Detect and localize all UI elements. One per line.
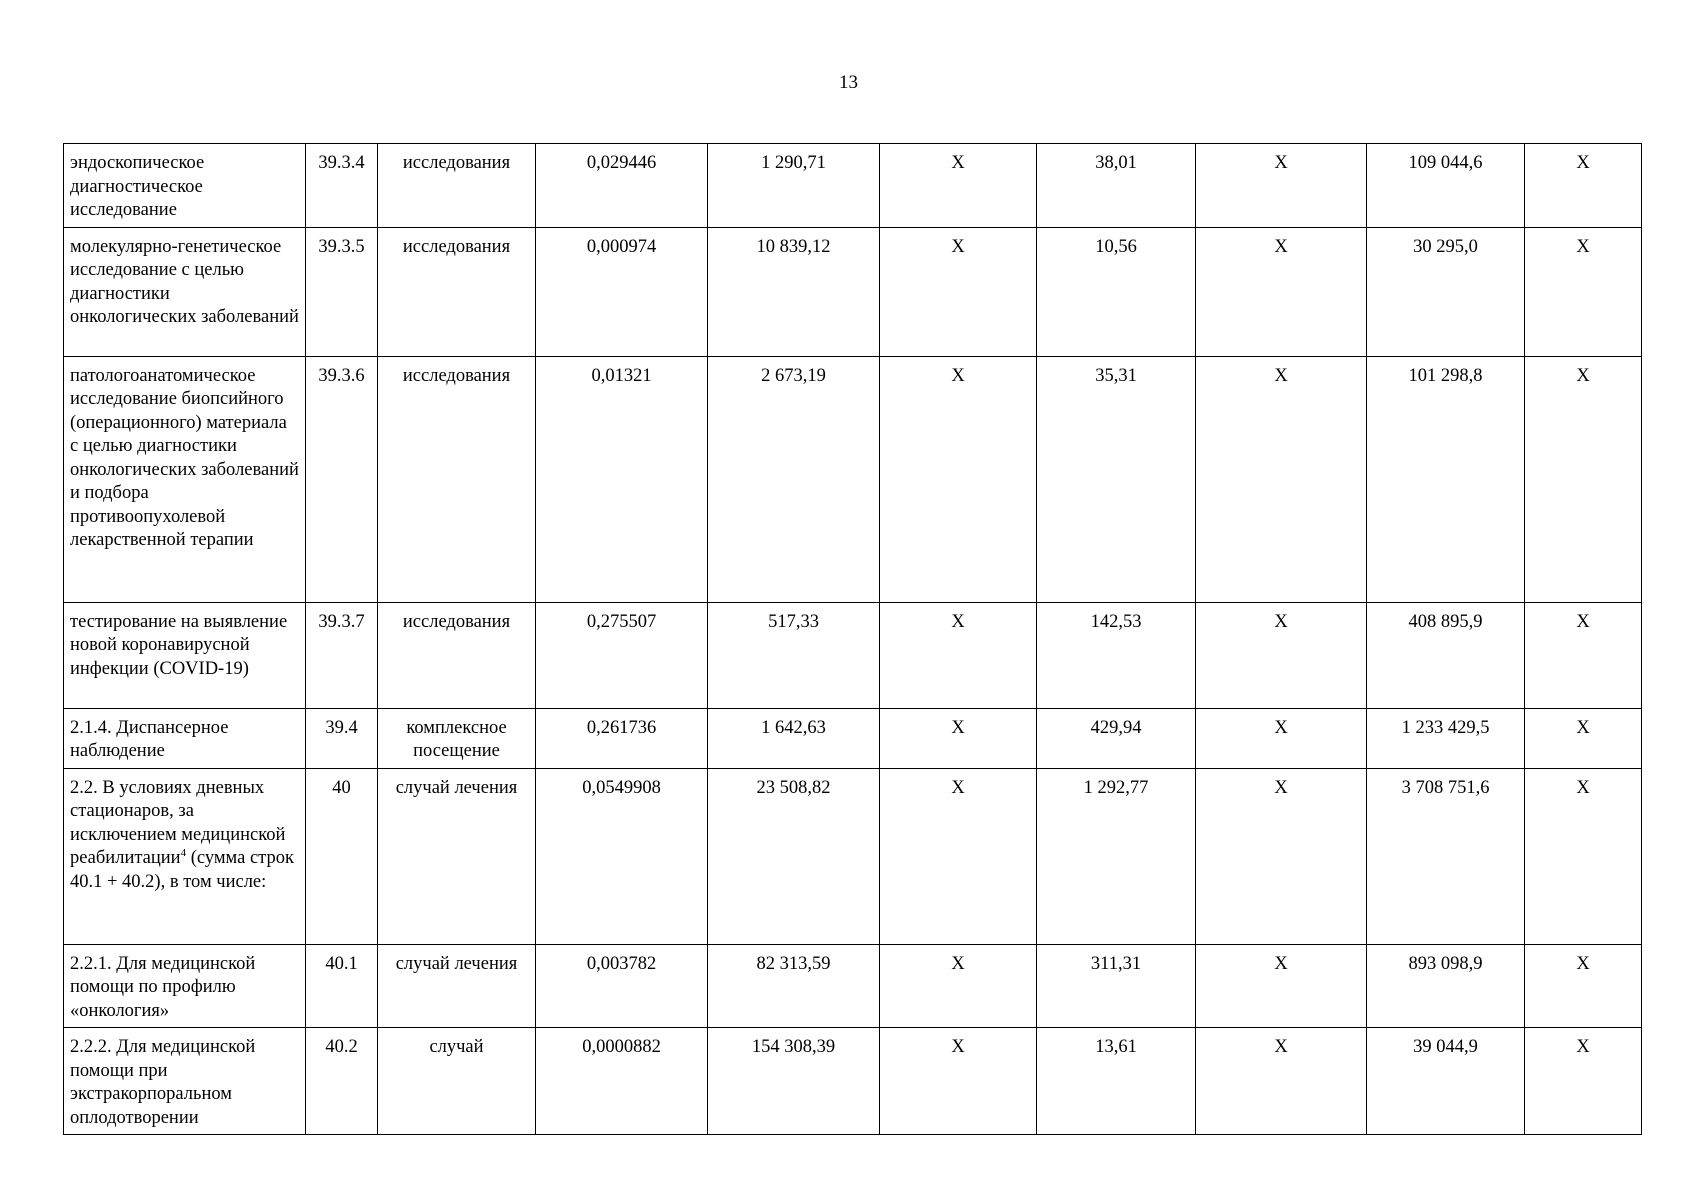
cell-col8: X	[1196, 1028, 1367, 1135]
cell-code: 39.3.5	[306, 227, 378, 356]
cell-col6: X	[880, 708, 1037, 768]
table-row	[64, 1028, 1642, 1135]
table-row	[64, 768, 1642, 944]
table-row	[64, 602, 1642, 708]
cell-name: 2.2.2. Для медицинской помощи при экстракорпоральном оплодотворении	[64, 1028, 306, 1135]
cell-col9: 109 044,6	[1367, 144, 1525, 228]
cell-col8: X	[1196, 944, 1367, 1028]
cell-code: 39.3.7	[306, 602, 378, 708]
cell-norm: 0,0000882	[536, 1028, 708, 1135]
cell-col6: X	[880, 944, 1037, 1028]
cell-col7: 10,56	[1037, 227, 1196, 356]
table-row	[64, 708, 1642, 768]
cell-unit: случай	[378, 1028, 536, 1135]
cell-col7: 429,94	[1037, 708, 1196, 768]
cell-name-text: 2.2. В условиях дневных стационаров, за исключением медицинской реабилитации	[70, 777, 286, 868]
cell-col8: X	[1196, 144, 1367, 228]
cell-norm: 0,0549908	[536, 768, 708, 944]
cell-name: молекулярно-генетическое исследование с целью диагностики онкологических заболеваний	[64, 227, 306, 356]
cell-norm: 0,000974	[536, 227, 708, 356]
cell-norm: 0,261736	[536, 708, 708, 768]
cell-col9: 30 295,0	[1367, 227, 1525, 356]
cell-col7: 35,31	[1037, 356, 1196, 602]
cell-code: 40.2	[306, 1028, 378, 1135]
cell-col10: X	[1525, 768, 1642, 944]
cell-col8: X	[1196, 602, 1367, 708]
cell-name: 2.2.1. Для медицинской помощи по профилю «онкология»	[64, 944, 306, 1028]
cell-cost: 1 642,63	[708, 708, 880, 768]
cell-norm: 0,003782	[536, 944, 708, 1028]
cell-col9: 3 708 751,6	[1367, 768, 1525, 944]
cell-col10: X	[1525, 227, 1642, 356]
cell-col9: 893 098,9	[1367, 944, 1525, 1028]
cell-cost: 10 839,12	[708, 227, 880, 356]
table-row	[64, 944, 1642, 1028]
cell-col6: X	[880, 602, 1037, 708]
cell-cost: 23 508,82	[708, 768, 880, 944]
cell-col10: X	[1525, 708, 1642, 768]
cell-name: тестирование на выявление новой коронавирусной инфекции (COVID-19)	[64, 602, 306, 708]
cell-unit: исследования	[378, 144, 536, 228]
page-number: 13	[839, 72, 858, 93]
data-table	[63, 143, 1642, 1135]
cell-col7: 1 292,77	[1037, 768, 1196, 944]
cell-col6: X	[880, 227, 1037, 356]
cell-code: 39.4	[306, 708, 378, 768]
cell-col7: 142,53	[1037, 602, 1196, 708]
cell-col8: X	[1196, 768, 1367, 944]
cell-col9: 39 044,9	[1367, 1028, 1525, 1135]
cell-code: 39.3.4	[306, 144, 378, 228]
cell-col6: X	[880, 768, 1037, 944]
cell-name-text-rest: (сумма строк 40.1 + 40.2), в том числе:	[70, 848, 294, 892]
cell-unit: комплексное посещение	[378, 708, 536, 768]
table-row	[64, 227, 1642, 356]
cell-norm: 0,01321	[536, 356, 708, 602]
cell-col7: 38,01	[1037, 144, 1196, 228]
cell-norm: 0,275507	[536, 602, 708, 708]
cell-col6: X	[880, 1028, 1037, 1135]
cell-code: 40	[306, 768, 378, 944]
cell-name: эндоскопическое диагностическое исследование	[64, 144, 306, 228]
table-row	[64, 144, 1642, 228]
cell-col6: X	[880, 144, 1037, 228]
cell-name: патологоанатомическое исследование биопсийного (операционного) материала с целью диагностики онкологических заболеваний и подбора противоопухолевой лекарственной терапии	[64, 356, 306, 602]
cell-cost: 2 673,19	[708, 356, 880, 602]
cell-cost: 1 290,71	[708, 144, 880, 228]
cell-col6: X	[880, 356, 1037, 602]
cell-code: 40.1	[306, 944, 378, 1028]
cell-col10: X	[1525, 356, 1642, 602]
cell-col9: 1 233 429,5	[1367, 708, 1525, 768]
cell-unit: случай лечения	[378, 768, 536, 944]
cell-col8: X	[1196, 708, 1367, 768]
cell-unit: исследования	[378, 602, 536, 708]
cell-col10: X	[1525, 602, 1642, 708]
cell-name: 2.1.4. Диспансерное наблюдение	[64, 708, 306, 768]
cell-code: 39.3.6	[306, 356, 378, 602]
cell-col7: 13,61	[1037, 1028, 1196, 1135]
cell-col10: X	[1525, 1028, 1642, 1135]
cell-col10: X	[1525, 944, 1642, 1028]
cell-unit: случай лечения	[378, 944, 536, 1028]
cell-col7: 311,31	[1037, 944, 1196, 1028]
cell-col9: 101 298,8	[1367, 356, 1525, 602]
cell-cost: 82 313,59	[708, 944, 880, 1028]
cell-unit: исследования	[378, 356, 536, 602]
cell-col8: X	[1196, 227, 1367, 356]
table-row	[64, 356, 1642, 602]
cell-col10: X	[1525, 144, 1642, 228]
cell-norm: 0,029446	[536, 144, 708, 228]
cell-unit: исследования	[378, 227, 536, 356]
cell-col8: X	[1196, 356, 1367, 602]
footnote-marker: 4	[180, 846, 187, 859]
cell-col9: 408 895,9	[1367, 602, 1525, 708]
cell-cost: 154 308,39	[708, 1028, 880, 1135]
cell-cost: 517,33	[708, 602, 880, 708]
cell-name	[64, 768, 306, 944]
